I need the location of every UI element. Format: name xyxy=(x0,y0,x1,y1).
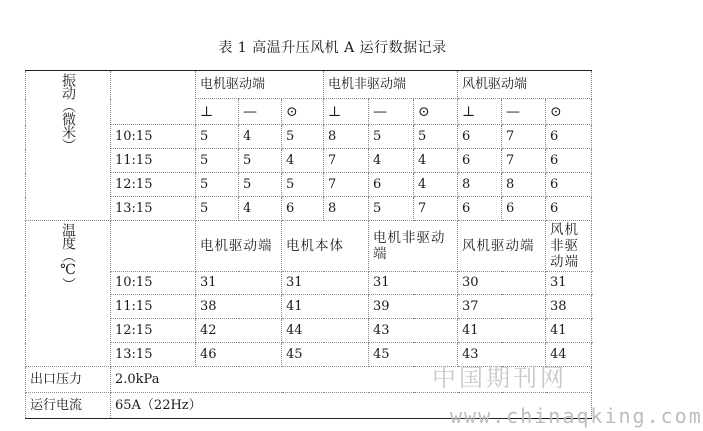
value-cell: 31 xyxy=(196,272,282,295)
value-cell: 6 xyxy=(282,197,324,221)
value-cell: 38 xyxy=(196,295,282,319)
value-cell: 5 xyxy=(239,173,282,197)
direction-symbol: — xyxy=(369,99,414,125)
value-cell: 44 xyxy=(546,343,592,367)
value-cell: 6 xyxy=(546,197,592,221)
table-row xyxy=(26,272,592,295)
value-cell: 4 xyxy=(239,197,282,221)
table-row xyxy=(26,149,592,173)
value-cell: 37 xyxy=(458,295,546,319)
table-row xyxy=(26,125,592,149)
value-cell: 5 xyxy=(369,197,414,221)
value-cell: 4 xyxy=(414,149,458,173)
value-cell: 7 xyxy=(324,173,369,197)
value-cell: 5 xyxy=(282,125,324,149)
value-cell: 8 xyxy=(502,173,546,197)
value-cell: 4 xyxy=(369,149,414,173)
value-cell: 5 xyxy=(282,173,324,197)
temp-header: 电机本体 xyxy=(282,221,369,272)
value-cell: 5 xyxy=(414,125,458,149)
pressure-label: 出口压力 xyxy=(26,367,111,393)
table-row xyxy=(26,173,592,197)
time-cell: 12:15 xyxy=(111,173,196,197)
direction-symbol: ⊙ xyxy=(546,99,592,125)
value-cell: 45 xyxy=(282,343,369,367)
direction-symbol: ⊥ xyxy=(458,99,502,125)
value-cell: 6 xyxy=(369,173,414,197)
value-cell: 6 xyxy=(546,149,592,173)
direction-symbol: — xyxy=(239,99,282,125)
value-cell: 6 xyxy=(458,149,502,173)
value-cell: 31 xyxy=(282,272,369,295)
time-cell: 10:15 xyxy=(111,125,196,149)
value-cell: 46 xyxy=(196,343,282,367)
watermark-text: 中国期刊网 xyxy=(432,364,567,392)
table-row xyxy=(26,319,592,343)
value-cell: 7 xyxy=(324,149,369,173)
temperature-label: 温度（℃） xyxy=(26,221,111,367)
pressure-value: 2.0kPa xyxy=(111,367,592,393)
value-cell: 8 xyxy=(458,173,502,197)
time-cell: 10:15 xyxy=(111,272,196,295)
table-row xyxy=(26,197,592,221)
temp-header: 电机驱动端 xyxy=(196,221,282,272)
current-value: 65A（22Hz） xyxy=(111,393,592,419)
value-cell: 43 xyxy=(369,319,458,343)
value-cell: 41 xyxy=(282,295,369,319)
value-cell: 6 xyxy=(546,125,592,149)
time-cell: 11:15 xyxy=(111,295,196,319)
direction-symbol: — xyxy=(502,99,546,125)
value-cell: 6 xyxy=(458,125,502,149)
value-cell: 6 xyxy=(458,197,502,221)
value-cell: 45 xyxy=(369,343,458,367)
direction-symbol: ⊙ xyxy=(282,99,324,125)
value-cell: 42 xyxy=(196,319,282,343)
vibration-group-row xyxy=(26,71,592,99)
value-cell: 5 xyxy=(196,125,239,149)
value-cell: 5 xyxy=(239,149,282,173)
time-cell: 12:15 xyxy=(111,319,196,343)
value-cell: 5 xyxy=(369,125,414,149)
value-cell: 30 xyxy=(458,272,546,295)
value-cell: 31 xyxy=(546,272,592,295)
table-title: 表 1 高温升压风机 A 运行数据记录 xyxy=(218,40,447,56)
vibration-label: 振动（微米） xyxy=(26,71,111,221)
value-cell: 7 xyxy=(502,125,546,149)
value-cell: 31 xyxy=(369,272,458,295)
time-cell: 13:15 xyxy=(111,343,196,367)
time-cell: 13:15 xyxy=(111,197,196,221)
temp-header: 风机驱动端 xyxy=(458,221,546,272)
value-cell: 4 xyxy=(282,149,324,173)
value-cell: 44 xyxy=(282,319,369,343)
value-cell: 4 xyxy=(414,173,458,197)
value-cell: 8 xyxy=(324,197,369,221)
value-cell: 43 xyxy=(458,343,546,367)
temp-header: 电机非驱动端 xyxy=(369,221,458,272)
temp-header: 风机非驱动端 xyxy=(546,221,592,272)
group-header: 风机驱动端 xyxy=(458,71,592,99)
value-cell: 7 xyxy=(414,197,458,221)
temperature-header-row xyxy=(26,221,592,272)
value-cell: 8 xyxy=(324,125,369,149)
group-header: 电机非驱动端 xyxy=(324,71,458,99)
current-label: 运行电流 xyxy=(26,393,111,419)
direction-symbol: ⊙ xyxy=(414,99,458,125)
value-cell: 39 xyxy=(369,295,458,319)
direction-symbol: ⊥ xyxy=(196,99,239,125)
group-header: 电机驱动端 xyxy=(196,71,324,99)
value-cell: 5 xyxy=(196,173,239,197)
value-cell: 7 xyxy=(502,149,546,173)
time-cell: 11:15 xyxy=(111,149,196,173)
value-cell: 41 xyxy=(458,319,546,343)
table-row xyxy=(26,295,592,319)
value-cell: 38 xyxy=(546,295,592,319)
value-cell: 4 xyxy=(239,125,282,149)
value-cell: 6 xyxy=(502,197,546,221)
value-cell: 41 xyxy=(546,319,592,343)
watermark-url: www.chinaqking.com xyxy=(450,404,703,428)
direction-symbol: ⊥ xyxy=(324,99,369,125)
value-cell: 5 xyxy=(196,149,239,173)
value-cell: 6 xyxy=(546,173,592,197)
value-cell: 5 xyxy=(196,197,239,221)
